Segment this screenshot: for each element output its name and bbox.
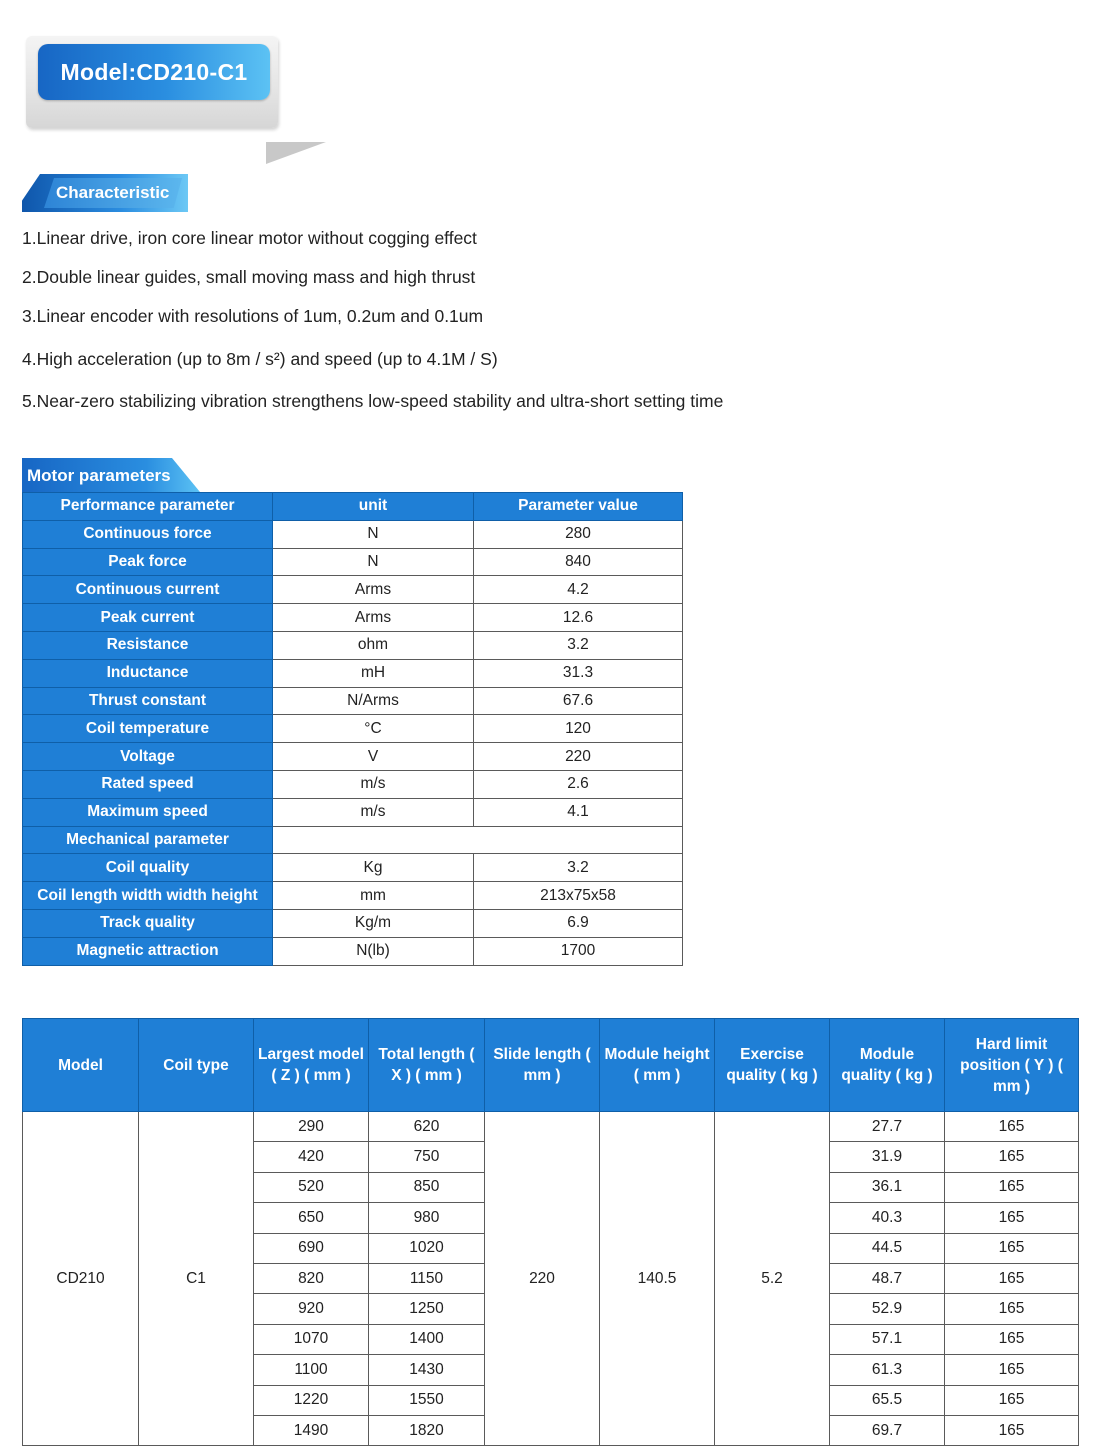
parameter-label: Inductance [23, 659, 273, 687]
characteristic-item: 4.High acceleration (up to 8m / s²) and speed (up to 4.1M / S) [22, 349, 498, 369]
largest-model-cell: 520 [254, 1172, 369, 1202]
parameter-label: Continuous current [23, 576, 273, 604]
motor-parameters-table [22, 492, 683, 966]
hard-limit-cell: 165 [945, 1112, 1079, 1142]
parameter-value: 6.9 [474, 909, 683, 937]
parameter-label: Mechanical parameter [23, 826, 273, 854]
parameter-label: Voltage [23, 743, 273, 771]
column-header: Coil type [139, 1019, 254, 1112]
hard-limit-cell: 165 [945, 1233, 1079, 1263]
module-height-cell: 140.5 [600, 1112, 715, 1446]
table-row [23, 798, 683, 826]
table-row [23, 882, 683, 910]
column-header: Slide length ( mm ) [485, 1019, 600, 1112]
parameter-unit: Kg/m [273, 909, 474, 937]
largest-model-cell: 1490 [254, 1415, 369, 1445]
characteristic-heading: Characteristic [56, 183, 170, 202]
module-quality-cell: 48.7 [830, 1263, 945, 1293]
parameter-unit: N(lb) [273, 937, 474, 965]
parameter-value: 2.6 [474, 770, 683, 798]
total-length-cell: 1430 [369, 1355, 485, 1385]
total-length-cell: 1250 [369, 1294, 485, 1324]
total-length-cell: 1020 [369, 1233, 485, 1263]
column-header: Module quality ( kg ) [830, 1019, 945, 1112]
hard-limit-cell: 165 [945, 1355, 1079, 1385]
parameter-label: Track quality [23, 909, 273, 937]
table-row [23, 687, 683, 715]
parameter-value: 4.1 [474, 798, 683, 826]
model-title-badge [26, 36, 302, 130]
largest-model-cell: 820 [254, 1263, 369, 1293]
largest-model-cell: 920 [254, 1294, 369, 1324]
column-header: Model [23, 1019, 139, 1112]
table-row [23, 909, 683, 937]
hard-limit-cell: 165 [945, 1294, 1079, 1324]
parameter-unit: °C [273, 715, 474, 743]
parameter-label: Continuous force [23, 520, 273, 548]
parameter-label: Coil temperature [23, 715, 273, 743]
parameter-unit: mH [273, 659, 474, 687]
model-spec-table [22, 1018, 1079, 1446]
motor-parameters-heading-tab [22, 458, 200, 492]
parameter-value: 213x75x58 [474, 882, 683, 910]
parameter-value: 3.2 [474, 631, 683, 659]
parameter-value: 220 [474, 743, 683, 771]
parameter-unit: mm [273, 882, 474, 910]
table-row [23, 937, 683, 965]
parameter-value: 4.2 [474, 576, 683, 604]
parameter-unit: Arms [273, 604, 474, 632]
parameter-unit: m/s [273, 770, 474, 798]
table-row [23, 548, 683, 576]
total-length-cell: 1150 [369, 1263, 485, 1293]
largest-model-cell: 650 [254, 1203, 369, 1233]
table-row [23, 520, 683, 548]
largest-model-cell: 290 [254, 1112, 369, 1142]
parameter-label: Resistance [23, 631, 273, 659]
motor-parameters-heading: Motor parameters [27, 466, 171, 485]
parameter-unit: ohm [273, 631, 474, 659]
table-row [23, 576, 683, 604]
module-quality-cell: 65.5 [830, 1385, 945, 1415]
parameter-value: 120 [474, 715, 683, 743]
table-header-row [23, 493, 683, 521]
hard-limit-cell: 165 [945, 1172, 1079, 1202]
parameter-unit: Kg [273, 854, 474, 882]
parameter-unit: N [273, 520, 474, 548]
parameter-value: 31.3 [474, 659, 683, 687]
parameter-label: Magnetic attraction [23, 937, 273, 965]
table-row [23, 854, 683, 882]
parameter-value: 67.6 [474, 687, 683, 715]
table-row [23, 604, 683, 632]
exercise-quality-cell: 5.2 [715, 1112, 830, 1446]
hard-limit-cell: 165 [945, 1324, 1079, 1354]
parameter-label: Coil quality [23, 854, 273, 882]
table-row [23, 826, 683, 854]
hard-limit-cell: 165 [945, 1263, 1079, 1293]
module-quality-cell: 61.3 [830, 1355, 945, 1385]
characteristic-item: 3.Linear encoder with resolutions of 1um, 0.2um and 0.1um [22, 306, 484, 326]
parameter-label: Coil length width width height [23, 882, 273, 910]
hard-limit-cell: 165 [945, 1203, 1079, 1233]
module-quality-cell: 40.3 [830, 1203, 945, 1233]
parameter-unit: V [273, 743, 474, 771]
largest-model-cell: 420 [254, 1142, 369, 1172]
module-quality-cell: 27.7 [830, 1112, 945, 1142]
column-header: Total length ( X ) ( mm ) [369, 1019, 485, 1112]
column-header: Exercise quality ( kg ) [715, 1019, 830, 1112]
parameter-unit: N/Arms [273, 687, 474, 715]
hard-limit-cell: 165 [945, 1385, 1079, 1415]
table-row [23, 715, 683, 743]
title-backplate-tail [266, 142, 326, 164]
table-row [23, 631, 683, 659]
column-header: unit [273, 493, 474, 521]
parameter-unit: m/s [273, 798, 474, 826]
slide-length-cell: 220 [485, 1112, 600, 1446]
largest-model-cell: 690 [254, 1233, 369, 1263]
parameter-value: 280 [474, 520, 683, 548]
total-length-cell: 750 [369, 1142, 485, 1172]
parameter-unit: N [273, 548, 474, 576]
parameter-value: 840 [474, 548, 683, 576]
module-quality-cell: 69.7 [830, 1415, 945, 1445]
characteristic-item: 5.Near-zero stabilizing vibration strengthens low-speed stability and ultra-short setting time [22, 391, 724, 411]
column-header: Parameter value [474, 493, 683, 521]
table-row [23, 659, 683, 687]
table-row [23, 770, 683, 798]
parameter-unit: Arms [273, 576, 474, 604]
empty-cell [273, 826, 683, 854]
parameter-label: Maximum speed [23, 798, 273, 826]
characteristic-item: 2.Double linear guides, small moving mass and high thrust [22, 267, 476, 287]
largest-model-cell: 1100 [254, 1355, 369, 1385]
largest-model-cell: 1220 [254, 1385, 369, 1415]
module-quality-cell: 57.1 [830, 1324, 945, 1354]
column-header: Largest model ( Z ) ( mm ) [254, 1019, 369, 1112]
hard-limit-cell: 165 [945, 1415, 1079, 1445]
module-quality-cell: 52.9 [830, 1294, 945, 1324]
table-row [23, 1112, 1079, 1142]
total-length-cell: 850 [369, 1172, 485, 1202]
column-header: Hard limit position ( Y ) ( mm ) [945, 1019, 1079, 1112]
module-quality-cell: 36.1 [830, 1172, 945, 1202]
total-length-cell: 1550 [369, 1385, 485, 1415]
largest-model-cell: 1070 [254, 1324, 369, 1354]
module-quality-cell: 31.9 [830, 1142, 945, 1172]
parameter-value: 3.2 [474, 854, 683, 882]
column-header: Performance parameter [23, 493, 273, 521]
parameter-value: 1700 [474, 937, 683, 965]
parameter-value: 12.6 [474, 604, 683, 632]
table-header-row [23, 1019, 1079, 1112]
module-quality-cell: 44.5 [830, 1233, 945, 1263]
parameter-label: Rated speed [23, 770, 273, 798]
characteristic-heading-tab [22, 174, 188, 212]
total-length-cell: 620 [369, 1112, 485, 1142]
total-length-cell: 1400 [369, 1324, 485, 1354]
hard-limit-cell: 165 [945, 1142, 1079, 1172]
total-length-cell: 1820 [369, 1415, 485, 1445]
table-row [23, 743, 683, 771]
model-cell: CD210 [23, 1112, 139, 1446]
parameter-label: Peak current [23, 604, 273, 632]
coil-type-cell: C1 [139, 1112, 254, 1446]
characteristic-item: 1.Linear drive, iron core linear motor without cogging effect [22, 228, 477, 248]
total-length-cell: 980 [369, 1203, 485, 1233]
parameter-label: Peak force [23, 548, 273, 576]
column-header: Module height ( mm ) [600, 1019, 715, 1112]
page-title: Model:CD210-C1 [38, 44, 270, 100]
parameter-label: Thrust constant [23, 687, 273, 715]
